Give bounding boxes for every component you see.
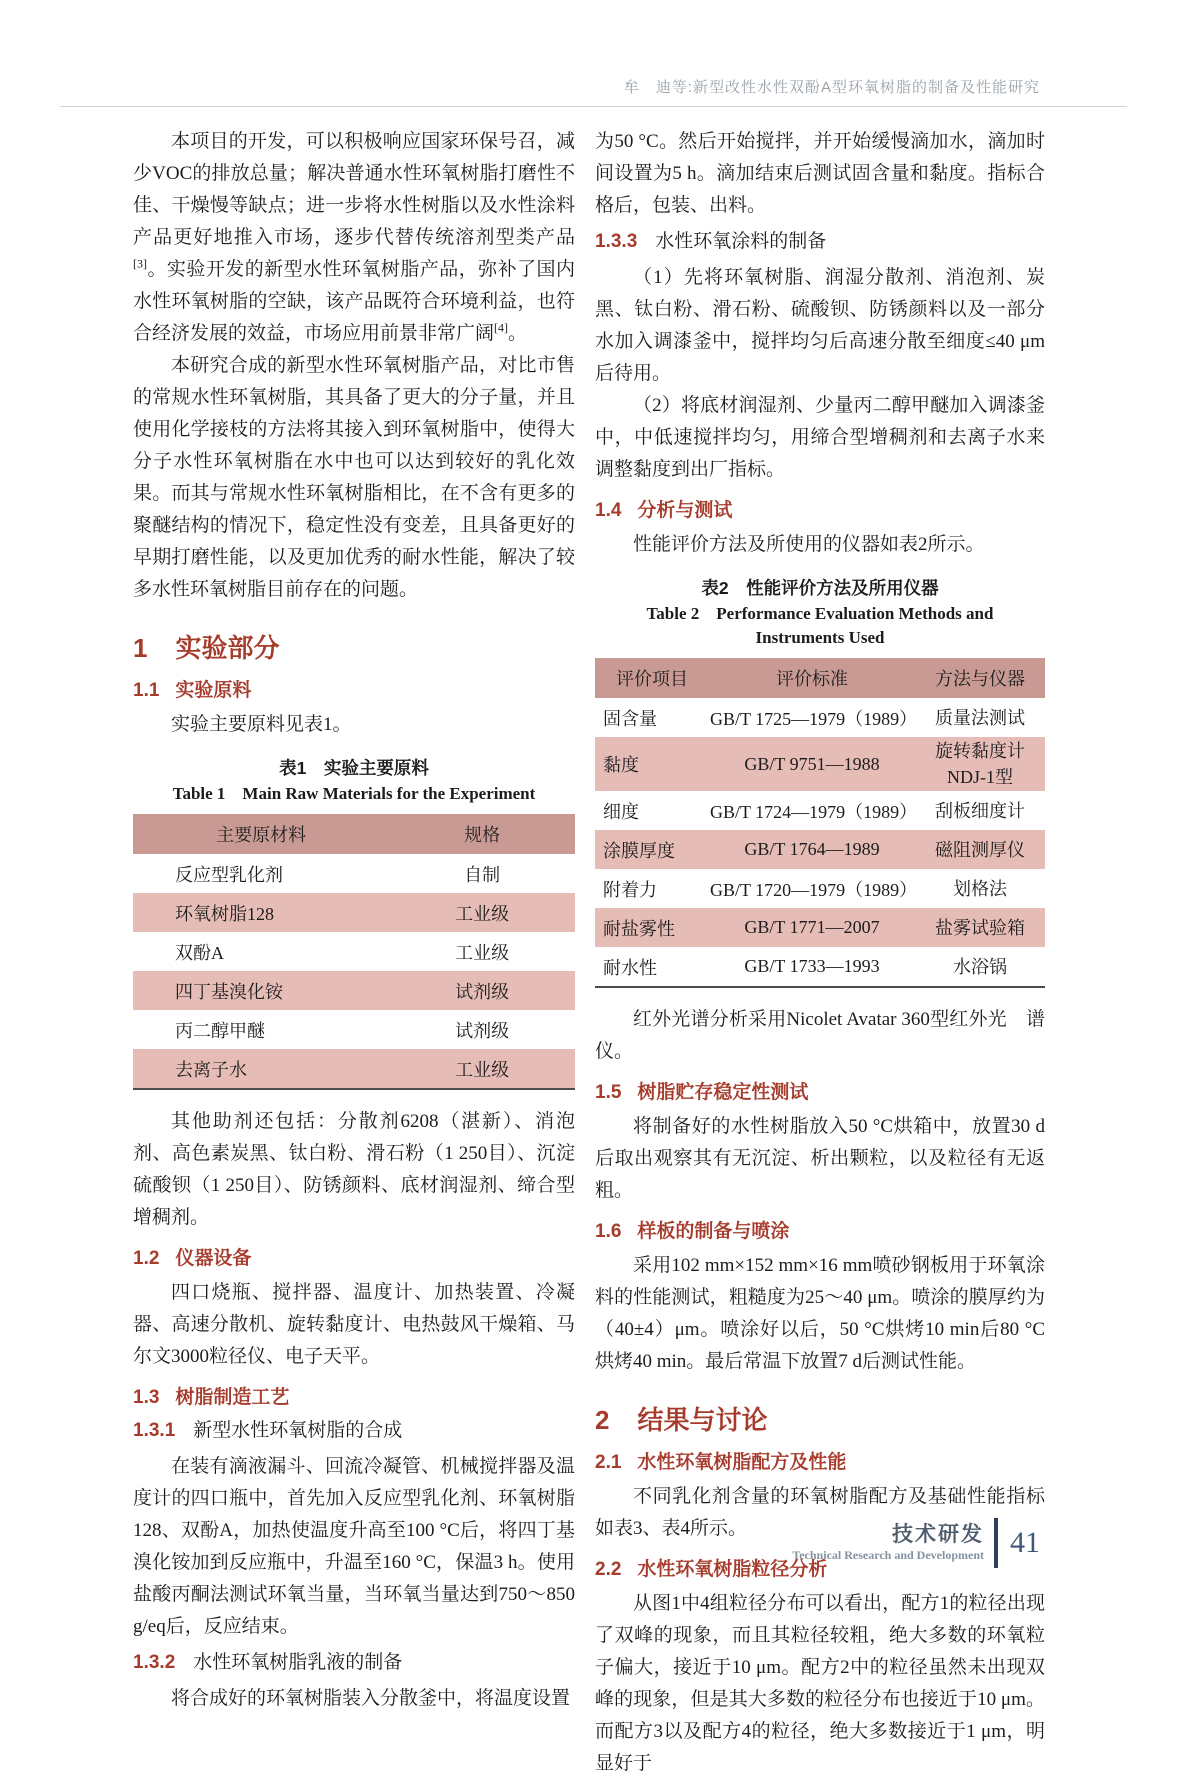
paragraph-emulsion-preparation-cont: 为50 °C。然后开始搅拌，并开始缓慢滴加水，滴加时间设置为5 h。滴加结束后测试固含量和黏度。指标合格后，包装、出料。: [595, 131, 1045, 216]
section-number: 2: [595, 1405, 610, 1435]
section-number: 2.2: [595, 1559, 622, 1580]
table-cell: 质量法测试: [935, 707, 1025, 728]
section-title: 树脂制造工艺: [175, 1387, 290, 1408]
footer-divider-bar: [994, 1518, 998, 1568]
citation-ref-4: [4]: [494, 320, 509, 335]
table-cell: 工业级: [455, 1059, 510, 1080]
section-title: 样板的制备与喷涂: [637, 1221, 790, 1242]
section-title: 结果与讨论: [637, 1405, 768, 1435]
section-title: 水性环氧树脂配方及性能: [637, 1452, 847, 1473]
paragraph-particle-size-analysis: 从图1中4组粒径分布可以看出，配方1的粒径出现了双峰的现象，而且其粒径较粗，绝大多数的环氧粒子偏大，接近于10 μm。配方2中的粒径虽然未出现双峰的现象，但是其大多数的粒径分布也接近于10 μm。而配方3以及配方4的粒径，绝大多数接近于1 μm，明显好于: [595, 1593, 1045, 1774]
table-row: [595, 791, 1045, 830]
table-cell: 耐盐雾性: [603, 918, 675, 939]
paragraph-formula-performance: 不同乳化剂含量的环氧树脂配方及基础性能指标如表3、表4所示。: [595, 1486, 1045, 1539]
section-1-4-heading: [595, 495, 1045, 522]
table-row: [595, 737, 1045, 791]
table-cell: 磁阻测厚仪: [935, 839, 1025, 860]
page-number: 41: [1010, 1526, 1040, 1559]
citation-ref-3: [3]: [133, 256, 147, 271]
table-cell: GB/T 1771—2007: [744, 917, 880, 937]
paragraph-raw-materials-intro: 实验主要原料见表1。: [171, 714, 352, 735]
table-cell: 划格法: [953, 878, 1007, 899]
section-1-1-heading: [133, 675, 575, 702]
section-number: 1.2: [133, 1248, 160, 1269]
section-number: 1.3.2: [133, 1652, 176, 1673]
paragraph-project-motivation: [133, 126, 575, 350]
table-cell: 四丁基溴化铵: [175, 981, 283, 1002]
section-number: 1.3.1: [133, 1420, 176, 1441]
section-1-5-heading: [595, 1077, 1045, 1104]
table-cell: 水浴锅: [953, 956, 1007, 977]
section-title: 水性环氧涂料的制备: [655, 231, 827, 252]
table-row: [595, 869, 1045, 908]
section-1-3-2-heading: [133, 1648, 575, 1678]
paragraph-text: 。: [508, 323, 528, 344]
table-row: [133, 854, 575, 893]
table2-caption-zh: 表2 性能评价方法及所用仪器: [701, 578, 939, 598]
table1-caption-zh: 表1 实验主要原料: [279, 758, 429, 778]
section-number: 2.1: [595, 1452, 622, 1473]
table-cell: 细度: [603, 801, 639, 822]
table-row: [595, 908, 1045, 947]
table-cell: 双酚A: [175, 942, 224, 963]
table-cell: GB/T 1724—1979（1989）: [710, 801, 918, 822]
section-number: 1.1: [133, 680, 160, 701]
table-cell: 黏度: [603, 755, 639, 775]
table-cell: 刮板细度计: [935, 800, 1025, 821]
table-cell: 反应型乳化剂: [175, 864, 283, 885]
section-title: 树脂贮存稳定性测试: [637, 1082, 809, 1103]
table-cell: 环氧树脂128: [175, 903, 274, 924]
section-number: 1.6: [595, 1221, 622, 1242]
paragraph-product-comparison: 本研究合成的新型水性环氧树脂产品，对比市售的常规水性环氧树脂，其具备了更大的分子量，并且使用化学接枝的方法将其接入到环氧树脂中，使得大分子水性环氧树脂在水中也可以达到较好的乳化效果。而其与常规水性环氧树脂相比，在不含有更多的聚醚结构的情况下，稳定性没有变差，且具备更好的早期打磨性能，以及更加优秀的耐水性能，解决了较多水性环氧树脂目前存在的问题。: [133, 355, 575, 600]
table-row: [133, 1049, 575, 1089]
table2-header-standard: 评价标准: [709, 658, 915, 698]
paragraph-emulsion-preparation-start: 将合成好的环氧树脂装入分散釜中，将温度设置: [171, 1688, 571, 1709]
section-1-3-1-heading: [133, 1416, 575, 1446]
paragraph-text: 。实验开发的新型水性环氧树脂产品，弥补了国内水性环氧树脂的空缺，该产品既符合环境利益，也符合经济发展的效益，市场应用前景非常广阔: [133, 259, 575, 344]
table-cell: 自制: [464, 864, 501, 885]
table-cell: 耐水性: [603, 957, 657, 978]
section-2-1-heading: [595, 1447, 1045, 1474]
footer-section-zh: 技术研发: [892, 1523, 984, 1546]
table2-header-item: 评价项目: [595, 658, 709, 698]
table-cell: 去离子水: [175, 1059, 247, 1080]
paragraph-text: 本项目的开发，可以积极响应国家环保号召，减少VOC的排放总量；解决普通水性环氧树脂打磨性不佳、干燥慢等缺点；进一步将水性树脂以及水性涂料产品更好地推入市场，逐步代替传统溶剂型类产品: [133, 131, 575, 248]
table-cell: GB/T 9751—1988: [744, 753, 880, 774]
table1-main-raw-materials: [133, 814, 575, 1090]
paragraph-synthesis-procedure: 在装有滴液漏斗、回流冷凝管、机械搅拌器及温度计的四口瓶中，首先加入反应型乳化剂、环氧树脂128、双酚A，加热使温度升高至100 °C后，将四丁基溴化铵加到反应瓶中，升温至160 °C，保温3 h。使用盐酸丙酮法测试环氧当量，当环氧当量达到750～850 g/eq后，反应结束。: [133, 1456, 575, 1637]
paragraph-other-additives: 其他助剂还包括：分散剂6208（湛新）、消泡剂、高色素炭黑、钛白粉、滑石粉（1 250目）、沉淀硫酸钡（1 250目）、防锈颜料、底材润湿剂、缔合型增稠剂。: [133, 1111, 575, 1228]
table-cell: 工业级: [455, 903, 510, 924]
paragraph-storage-stability: 将制备好的水性树脂放入50 °C烘箱中，放置30 d后取出观察其有无沉淀、析出颗粒，以及粒径有无返粗。: [595, 1116, 1045, 1201]
table2-caption-en-line1: Table 2 Performance Evaluation Methods and: [646, 604, 994, 623]
table-row: [595, 947, 1045, 987]
section-title: 仪器设备: [175, 1248, 252, 1269]
section-number: 1.4: [595, 500, 622, 521]
section-number: 1.3: [133, 1387, 160, 1408]
table-cell: GB/T 1720—1979（1989）: [710, 879, 918, 900]
table1-header-material: 主要原材料: [133, 814, 389, 854]
table-cell: GB/T 1725—1979（1989）: [710, 708, 918, 729]
page-footer: [792, 1518, 1040, 1568]
paragraph-coating-step1: （1）先将环氧树脂、润湿分散剂、消泡剂、炭黑、钛白粉、滑石粉、硫酸钡、防锈颜料以及一部分水加入调漆釜中，搅拌均匀后高速分散至细度≤40 μm 后待用。: [595, 267, 1045, 384]
paragraph-analysis-intro: 性能评价方法及所使用的仪器如表2所示。: [633, 534, 985, 555]
table-row: [133, 1010, 575, 1049]
table2-caption-en-line2: Instruments Used: [755, 628, 885, 647]
section-2-heading: [595, 1400, 1045, 1437]
section-1-3-heading: [133, 1382, 575, 1409]
table-row: [133, 971, 575, 1010]
section-title: 水性环氧树脂粒径分析: [637, 1559, 828, 1580]
table-header-row: [595, 658, 1045, 698]
section-title: 分析与测试: [637, 500, 733, 521]
table-cell: 附着力: [603, 879, 657, 900]
paragraph-ftir: 红外光谱分析采用Nicolet Avatar 360型红外光 谱仪。: [595, 1009, 1045, 1062]
table2-evaluation-methods: [595, 658, 1045, 988]
section-1-2-heading: [133, 1243, 575, 1270]
table1-caption-en: Table 1 Main Raw Materials for the Experiment: [172, 784, 536, 803]
section-title: 实验原料: [175, 680, 252, 701]
table-cell: 涂膜厚度: [603, 840, 675, 861]
table2-caption-en: [595, 602, 1045, 650]
table1-header-spec: 规格: [389, 814, 575, 854]
paragraph-instruments: 四口烧瓶、搅拌器、温度计、加热装置、冷凝器、高速分散机、旋转黏度计、电热鼓风干燥箱、马尔文3000粒径仪、电子天平。: [133, 1282, 575, 1367]
table-cell: GB/T 1733—1993: [744, 956, 880, 976]
section-title: 新型水性环氧树脂的合成: [193, 1420, 403, 1441]
table-cell: 盐雾试验箱: [935, 917, 1025, 938]
table-row: [595, 830, 1045, 869]
section-number: 1: [133, 633, 148, 663]
table2-header-method: 方法与仪器: [915, 658, 1045, 698]
table-header-row: [133, 814, 575, 854]
table-row: [133, 932, 575, 971]
header-rule: [60, 106, 1127, 107]
running-head: 牟 迪等:新型改性水性双酚A型环氧树脂的制备及性能研究: [623, 79, 1040, 96]
section-number: 1.5: [595, 1082, 622, 1103]
section-title: 水性环氧树脂乳液的制备: [193, 1652, 403, 1673]
table-cell: 固含量: [603, 708, 657, 729]
section-title: 实验部分: [175, 633, 280, 663]
table-cell: 旋转黏度计NDJ-1型: [935, 741, 1025, 787]
footer-section-labels: [792, 1523, 984, 1563]
section-1-3-3-heading: [595, 227, 1045, 257]
paragraph-coating-step2: （2）将底材润湿剂、少量丙二醇甲醚加入调漆釜中，中低速搅拌均匀，用缔合型增稠剂和去离子水来调整黏度到出厂指标。: [595, 395, 1045, 480]
section-number: 1.3.3: [595, 231, 638, 252]
left-column: [133, 126, 575, 1780]
table-cell: 工业级: [455, 942, 510, 963]
table-cell: 试剂级: [455, 1020, 510, 1041]
table-cell: GB/T 1764—1989: [744, 839, 880, 859]
table-cell: 丙二醇甲醚: [175, 1020, 265, 1041]
section-1-heading: [133, 628, 575, 665]
table-cell: 试剂级: [455, 981, 510, 1002]
section-1-6-heading: [595, 1216, 1045, 1243]
footer-section-en: Technical Research and Development: [792, 1548, 984, 1562]
table-row: [595, 698, 1045, 737]
table-row: [133, 893, 575, 932]
paragraph-panel-preparation: 采用102 mm×152 mm×16 mm喷砂钢板用于环氧涂料的性能测试，粗糙度为25～40 μm。喷涂的膜厚约为（40±4）μm。喷涂好以后，50 °C烘烤10 min后80 °C烘烤40 min。最后常温下放置7 d后测试性能。: [595, 1255, 1045, 1372]
